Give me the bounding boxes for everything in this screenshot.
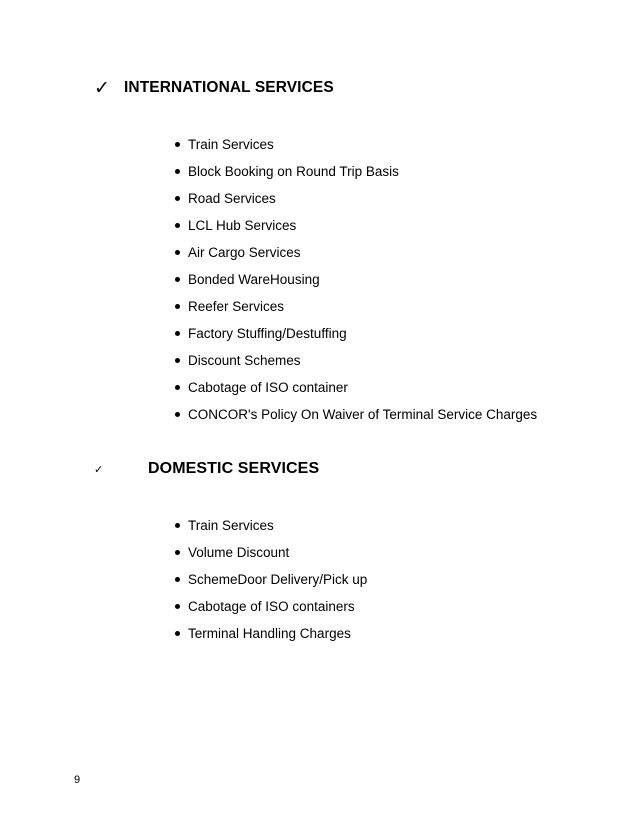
list-item: Air Cargo Services <box>172 239 537 266</box>
domestic-services-heading <box>94 457 319 481</box>
list-item: Block Booking on Round Trip Basis <box>172 158 537 185</box>
list-item: Road Services <box>172 185 537 212</box>
international-services-title: INTERNATIONAL SERVICES <box>124 79 334 96</box>
list-item: Train Services <box>172 131 537 158</box>
domestic-services-title: DOMESTIC SERVICES <box>148 460 320 477</box>
bullet-icon <box>175 577 180 582</box>
domestic-services-list <box>172 512 367 647</box>
list-item: Factory Stuffing/Destuffing <box>172 320 537 347</box>
bullet-icon <box>175 304 180 309</box>
bullet-icon <box>175 250 180 255</box>
check-mark-icon: ✓ <box>94 462 104 476</box>
bullet-icon <box>175 604 180 609</box>
list-item: LCL Hub Services <box>172 212 537 239</box>
international-services-heading <box>94 76 334 100</box>
bullet-icon <box>175 412 180 417</box>
list-item: SchemeDoor Delivery/Pick up <box>172 566 367 593</box>
bullet-icon <box>175 523 180 528</box>
bullet-icon <box>175 169 180 174</box>
bullet-icon <box>175 550 180 555</box>
list-item: Cabotage of ISO containers <box>172 593 367 620</box>
bullet-icon <box>175 196 180 201</box>
list-item: Bonded WareHousing <box>172 266 537 293</box>
list-item: Terminal Handling Charges <box>172 620 367 647</box>
list-item: Reefer Services <box>172 293 537 320</box>
list-item: Train Services <box>172 512 367 539</box>
bullet-icon <box>175 142 180 147</box>
check-mark-icon: ✓ <box>94 76 110 99</box>
international-services-list <box>172 131 537 428</box>
bullet-icon <box>175 358 180 363</box>
page-number: 9 <box>74 774 81 786</box>
list-item: CONCOR's Policy On Waiver of Terminal Service Charges <box>172 401 537 428</box>
bullet-icon <box>175 277 180 282</box>
bullet-icon <box>175 385 180 390</box>
bullet-icon <box>175 223 180 228</box>
bullet-icon <box>175 331 180 336</box>
list-item: Cabotage of ISO container <box>172 374 537 401</box>
list-item: Volume Discount <box>172 539 367 566</box>
list-item: Discount Schemes <box>172 347 537 374</box>
bullet-icon <box>175 631 180 636</box>
